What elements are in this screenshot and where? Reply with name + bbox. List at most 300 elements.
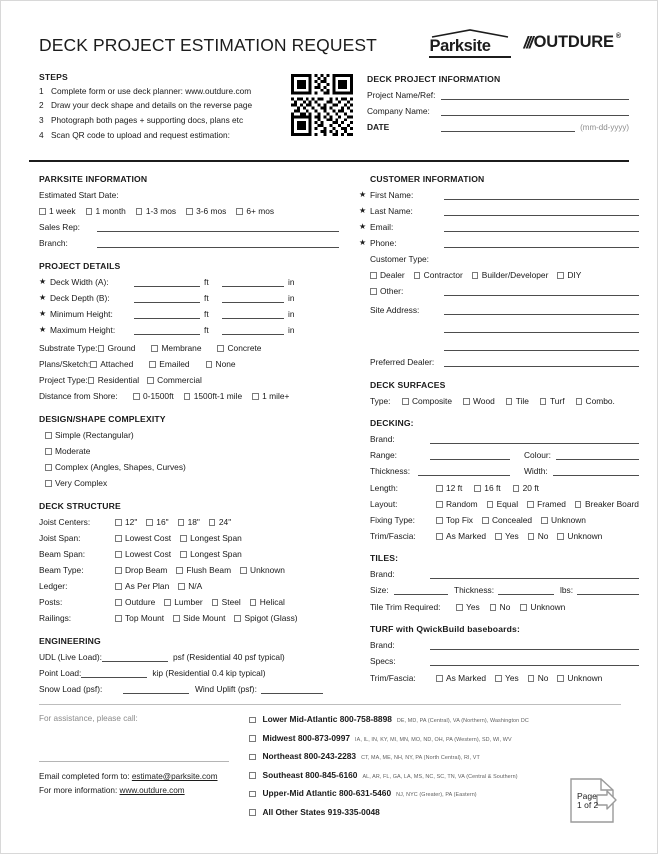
- checkbox-label: 20 ft: [522, 483, 539, 494]
- step-item: [39, 116, 285, 124]
- structure-beam-span-lowest-cost[interactable]: [115, 549, 171, 559]
- other-checkbox[interactable]: [370, 286, 444, 296]
- structure-railings-top-mount[interactable]: [115, 613, 164, 623]
- info-row: [39, 786, 229, 795]
- region-row[interactable]: [249, 751, 621, 761]
- checkbox-icon: [133, 393, 140, 400]
- checkbox-label: Yes: [466, 602, 480, 613]
- outdure-logo-text: OUTDURE: [533, 33, 614, 52]
- info-prefix: For more information:: [39, 786, 118, 796]
- checkbox-label: Very Complex: [55, 478, 108, 489]
- checkbox-icon: [115, 535, 122, 542]
- turf-heading: TURF with QwickBuild baseboards:: [370, 624, 520, 635]
- structure-joist-span-lowest-cost[interactable]: [115, 533, 171, 543]
- checkbox-icon: [184, 393, 191, 400]
- tiles-thickness-label: Thickness:: [454, 585, 495, 596]
- substrate-concrete[interactable]: [217, 343, 261, 353]
- form-body: [29, 162, 639, 695]
- design-complexity-heading: DESIGN/SHAPE COMPLEXITY: [39, 414, 166, 425]
- decking-length-16-ft[interactable]: [474, 483, 500, 493]
- sales-rep-label: Sales Rep:: [39, 222, 80, 233]
- wind-uplift-input[interactable]: [261, 684, 323, 694]
- decking-layout-breaker-board[interactable]: [575, 499, 639, 509]
- site-address-input-3[interactable]: [444, 342, 639, 351]
- other-input[interactable]: [444, 287, 639, 296]
- checkbox-icon: [513, 485, 520, 492]
- checkbox-icon: [414, 272, 421, 279]
- structure-railings-side-mount[interactable]: [173, 613, 225, 623]
- structure-posts-lumber[interactable]: [164, 597, 202, 607]
- checkbox-label: As Per Plan: [125, 581, 170, 592]
- checkbox-label: Flush Beam: [186, 565, 232, 576]
- structure-label: Posts:: [39, 597, 63, 608]
- turf-trim-unknown[interactable]: [557, 673, 602, 683]
- complexity-item[interactable]: [39, 462, 339, 472]
- measure-row: [39, 293, 339, 303]
- parksite-information-section: [39, 174, 339, 248]
- point-load-label: Point Load:: [39, 668, 82, 679]
- checkbox-label: 12": [125, 517, 138, 528]
- measure-ft-input[interactable]: [134, 278, 200, 287]
- customer-field-input[interactable]: [444, 191, 639, 200]
- step-item: [39, 87, 285, 95]
- checkbox-label: Concrete: [227, 343, 262, 354]
- udl-note: psf (Residential 40 psf typical): [173, 652, 285, 663]
- tiles-heading: TILES:: [370, 553, 399, 564]
- customer-field-input[interactable]: [444, 207, 639, 216]
- structure-row: [39, 533, 339, 543]
- tiles-lbs-input[interactable]: [577, 585, 639, 595]
- tile-trim-yes[interactable]: [456, 602, 480, 612]
- start-option-1-3-mos[interactable]: [136, 206, 176, 216]
- qr-code-image[interactable]: [291, 74, 353, 136]
- checkbox-label: 0-1500ft: [143, 391, 174, 402]
- decking-range-label: Range:: [370, 450, 398, 461]
- decking-trim-as-marked[interactable]: [436, 531, 486, 541]
- customer-field-label: Last Name:: [370, 206, 413, 217]
- region-name: Upper-Mid Atlantic 800-631-5460: [262, 788, 392, 799]
- decking-layout-random[interactable]: [436, 499, 478, 509]
- checkbox-icon: [234, 615, 241, 622]
- estimated-start-options: [39, 206, 339, 216]
- checkbox-icon: [490, 604, 497, 611]
- checkbox-icon: [557, 533, 564, 540]
- tile-trim-row: [370, 602, 639, 612]
- structure-posts-helical[interactable]: [250, 597, 285, 607]
- point-load-input[interactable]: [81, 668, 147, 678]
- complexity-item[interactable]: [39, 446, 339, 456]
- checkbox-label: 1 mile+: [262, 391, 290, 402]
- decking-heading: DECKING:: [370, 418, 414, 429]
- customer-type-diy[interactable]: [557, 270, 581, 280]
- structure-joist-centers-24[interactable]: [209, 517, 231, 527]
- decking-brand-input[interactable]: [430, 434, 639, 444]
- checkbox-icon: [527, 501, 534, 508]
- checkbox-label: Composite: [412, 396, 453, 407]
- checkbox-icon: [540, 398, 547, 405]
- decking-trim-yes[interactable]: [495, 531, 519, 541]
- start-option-6-mos[interactable]: [236, 206, 274, 216]
- structure-beam-span-longest-span[interactable]: [180, 549, 242, 559]
- checkbox-icon: [495, 675, 502, 682]
- decking-trim-unknown[interactable]: [557, 531, 602, 541]
- surface-type-wood[interactable]: [463, 396, 495, 406]
- checkbox-icon: [249, 791, 256, 798]
- preferred-dealer-input[interactable]: [444, 358, 639, 367]
- checkbox-icon: [45, 480, 52, 487]
- decking-width-label: Width:: [524, 466, 548, 477]
- structure-joist-centers-12[interactable]: [115, 517, 137, 527]
- site-address-input-2[interactable]: [444, 324, 639, 333]
- project-name-input[interactable]: [441, 90, 629, 100]
- checkbox-icon: [487, 501, 494, 508]
- decking-fixing-top-fix[interactable]: [436, 515, 473, 525]
- point-load-note: kip (Residential 0.4 kip typical): [152, 668, 266, 679]
- customer-type-label: Customer Type:: [370, 254, 429, 265]
- site-address-row-1: [359, 305, 639, 315]
- deck-surfaces-heading: DECK SURFACES: [370, 380, 446, 391]
- tiles-thickness-input[interactable]: [498, 585, 554, 595]
- start-option-1-month[interactable]: [86, 206, 126, 216]
- surface-type-combo[interactable]: [576, 396, 615, 406]
- checkbox-label: Attached: [100, 359, 134, 370]
- checkbox-icon: [178, 519, 185, 526]
- measure-in-input[interactable]: [222, 310, 284, 319]
- turf-brand-input[interactable]: [430, 640, 639, 650]
- complexity-simple-rectangular[interactable]: [45, 430, 134, 440]
- structure-joist-centers-18[interactable]: [178, 517, 200, 527]
- checkbox-label: Unknown: [551, 515, 586, 526]
- snow-wind-row: [39, 684, 339, 694]
- structure-label: Joist Centers:: [39, 517, 91, 528]
- checkbox-label: No: [499, 602, 511, 613]
- parksite-logo-text: Parksite: [429, 37, 491, 55]
- turf-trim-row: [370, 673, 639, 683]
- date-input[interactable]: [441, 122, 575, 132]
- decking-fixing-unknown[interactable]: [541, 515, 586, 525]
- decking-length-12-ft[interactable]: [436, 483, 462, 493]
- left-column: [39, 174, 347, 694]
- measure-unit-in: in: [288, 309, 295, 320]
- customer-type-dealer[interactable]: [370, 270, 405, 280]
- checkbox-label: No: [537, 673, 549, 684]
- plans-label: Plans/Sketch:: [39, 359, 91, 370]
- other-label: Other:: [380, 286, 404, 297]
- deck-project-information: [367, 72, 629, 146]
- customer-field-input[interactable]: [444, 223, 639, 232]
- plans-attached[interactable]: [90, 359, 133, 369]
- decking-thickness-input[interactable]: [418, 466, 510, 476]
- decking-layout-row: [370, 499, 639, 509]
- shore-row: [39, 391, 339, 401]
- checkbox-icon: [249, 754, 256, 761]
- turf-trim-yes[interactable]: [495, 673, 519, 683]
- checkbox-icon: [151, 345, 158, 352]
- decking-layout-equal[interactable]: [487, 499, 518, 509]
- udl-row: [39, 652, 339, 662]
- region-states: CT, MA, ME, NH, NY, PA (North Central), RI, VT: [361, 755, 480, 762]
- checkbox-icon: [212, 599, 219, 606]
- step-number: 4: [39, 129, 44, 140]
- complexity-very-complex[interactable]: [45, 478, 107, 488]
- udl-label: UDL (Live Load):: [39, 652, 102, 663]
- right-column: [347, 174, 639, 694]
- checkbox-label: Drop Beam: [125, 565, 168, 576]
- checkbox-label: 1 week: [49, 206, 76, 217]
- structure-railings-spigot-glass[interactable]: [234, 613, 297, 623]
- required-star-icon: ★: [39, 277, 47, 287]
- checkbox-icon: [575, 501, 582, 508]
- checkbox-label: N/A: [188, 581, 203, 592]
- substrate-ground[interactable]: [98, 343, 136, 353]
- checkbox-label: Complex (Angles, Shapes, Curves): [55, 462, 186, 473]
- structure-row: [39, 549, 339, 559]
- checkbox-label: Ground: [107, 343, 136, 354]
- site-address-input-1[interactable]: [444, 306, 639, 315]
- sales-rep-input[interactable]: [97, 222, 339, 232]
- project-type-residential[interactable]: [88, 375, 139, 385]
- region-name: Northeast 800-243-2283: [262, 751, 357, 762]
- region-row[interactable]: [249, 770, 621, 780]
- checkbox-icon: [236, 208, 243, 215]
- checkbox-icon: [576, 398, 583, 405]
- decking-width-input[interactable]: [553, 466, 639, 476]
- measure-in-input[interactable]: [222, 278, 284, 287]
- tiles-brand-input[interactable]: [430, 569, 639, 579]
- checkbox-icon: [217, 345, 224, 352]
- checkbox-label: Lowest Cost: [125, 549, 172, 560]
- complexity-item[interactable]: [39, 430, 339, 440]
- deck-structure-section: [39, 501, 339, 623]
- turf-trim-no[interactable]: [528, 673, 549, 683]
- decking-range-input[interactable]: [430, 450, 510, 460]
- plans-row: [39, 359, 339, 369]
- decking-fixing-row: [370, 515, 639, 525]
- checkbox-label: Tile: [515, 396, 529, 407]
- structure-posts-steel[interactable]: [212, 597, 241, 607]
- plans-emailed[interactable]: [149, 359, 189, 369]
- measure-unit-in: in: [288, 325, 295, 336]
- checkbox-icon: [249, 717, 256, 724]
- region-row[interactable]: [249, 733, 621, 743]
- required-star-icon: ★: [359, 238, 367, 248]
- customer-type-builder-developer[interactable]: [472, 270, 549, 280]
- structure-ledger-n-a[interactable]: [178, 581, 202, 591]
- checkbox-label: Top Fix: [446, 515, 473, 526]
- turf-trim-label: Trim/Fascia:: [370, 673, 416, 684]
- decking-layout-framed[interactable]: [527, 499, 566, 509]
- start-option-3-6-mos[interactable]: [186, 206, 226, 216]
- other-row: [359, 286, 639, 296]
- start-option-1-week[interactable]: [39, 206, 76, 216]
- required-star-icon: ★: [359, 190, 367, 200]
- complexity-moderate[interactable]: [45, 446, 90, 456]
- branch-input[interactable]: [97, 238, 339, 248]
- parksite-information-heading: PARKSITE INFORMATION: [39, 174, 148, 185]
- measure-in-input[interactable]: [222, 294, 284, 303]
- measure-label: Minimum Height:: [50, 309, 113, 320]
- turf-specs-input[interactable]: [430, 656, 639, 666]
- plans-none[interactable]: [206, 359, 236, 369]
- region-row[interactable]: [249, 714, 621, 724]
- turf-brand-label: Brand:: [370, 640, 395, 651]
- website-link[interactable]: www.outdure.com: [119, 786, 185, 796]
- engineering-section: [39, 636, 339, 694]
- checkbox-icon: [252, 393, 259, 400]
- checkbox-label: Helical: [259, 597, 285, 608]
- structure-beam-type-flush-beam[interactable]: [176, 565, 231, 575]
- checkbox-label: Unknown: [250, 565, 285, 576]
- project-details-section: [39, 261, 339, 401]
- email-prefix: Email completed form to:: [39, 772, 130, 782]
- checkbox-icon: [463, 398, 470, 405]
- customer-information-heading: CUSTOMER INFORMATION: [370, 174, 485, 185]
- structure-joist-span-longest-span[interactable]: [180, 533, 242, 543]
- structure-options: [115, 517, 231, 527]
- checkbox-label: Lumber: [174, 597, 203, 608]
- checkbox-label: Yes: [505, 673, 519, 684]
- region-name: All Other States 919-335-0048: [262, 806, 380, 817]
- substrate-membrane[interactable]: [151, 343, 201, 353]
- customer-type-contractor[interactable]: [414, 270, 463, 280]
- complexity-complex-angles-shapes-curves[interactable]: [45, 462, 186, 472]
- site-address-star: [359, 306, 370, 315]
- company-name-input[interactable]: [441, 106, 629, 116]
- measure-in-input[interactable]: [222, 326, 284, 335]
- checkbox-label: None: [215, 359, 236, 370]
- step-text: Photograph both pages + supporting docs, plans etc: [51, 115, 244, 126]
- step-number: 1: [39, 85, 44, 96]
- customer-field-label: First Name:: [370, 190, 414, 201]
- measure-unit-ft: ft: [204, 277, 209, 288]
- udl-input[interactable]: [102, 652, 168, 662]
- step-text: Draw your deck shape and details on the reverse page: [51, 100, 253, 111]
- surface-type-tile[interactable]: [506, 396, 529, 406]
- assistance-write-line[interactable]: [39, 761, 229, 762]
- structure-beam-type-drop-beam[interactable]: [115, 565, 167, 575]
- turf-brand-row: [370, 640, 639, 650]
- decking-length-20-ft[interactable]: [513, 483, 539, 493]
- measure-ft-input[interactable]: [134, 294, 200, 303]
- snow-load-input[interactable]: [123, 684, 189, 694]
- email-link[interactable]: estimate@parksite.com: [131, 772, 218, 782]
- region-row[interactable]: [249, 788, 621, 798]
- decking-fixing-label: Fixing Type:: [370, 515, 415, 526]
- checkbox-label: Side Mount: [183, 613, 226, 624]
- project-type-row: [39, 375, 339, 385]
- tile-trim-unknown[interactable]: [520, 602, 565, 612]
- decking-trim-no[interactable]: [528, 531, 549, 541]
- step-item: [39, 131, 285, 139]
- measure-label: Deck Depth (B):: [50, 293, 110, 304]
- page-badge: [567, 777, 619, 824]
- steps-section: [29, 72, 629, 146]
- parksite-logo-underline: [429, 56, 511, 58]
- customer-field-row: [359, 238, 639, 248]
- checkbox-label: Membrane: [161, 343, 202, 354]
- turf-trim-as-marked[interactable]: [436, 673, 486, 683]
- surface-type-turf[interactable]: [540, 396, 565, 406]
- steps-list: [39, 72, 285, 146]
- checkbox-icon: [520, 604, 527, 611]
- structure-options: [115, 565, 285, 575]
- complexity-item[interactable]: [39, 478, 339, 488]
- checkbox-icon: [147, 377, 154, 384]
- checkbox-icon: [436, 501, 443, 508]
- wind-uplift-label: Wind Uplift (psf):: [195, 684, 257, 695]
- checkbox-icon: [45, 448, 52, 455]
- checkbox-icon: [472, 272, 479, 279]
- structure-beam-type-unknown[interactable]: [240, 565, 285, 575]
- site-address-row-3: [359, 342, 639, 351]
- checkbox-label: Turf: [549, 396, 565, 407]
- checkbox-icon: [45, 464, 52, 471]
- checkbox-label: Yes: [505, 531, 519, 542]
- tiles-size-input[interactable]: [394, 585, 448, 595]
- shore-1500ft-1-mile[interactable]: [184, 391, 242, 401]
- decking-brand-row: [370, 434, 639, 444]
- checkbox-label: 1-3 mos: [145, 206, 177, 217]
- step-text: Scan QR code to upload and request estimation:: [51, 129, 230, 140]
- surface-type-label: Type:: [370, 396, 391, 407]
- shore-label: Distance from Shore:: [39, 391, 118, 402]
- region-row[interactable]: [249, 807, 621, 817]
- decking-trim-row: [370, 531, 639, 541]
- decking-length-row: [370, 483, 639, 493]
- checkbox-label: Top Mount: [125, 613, 165, 624]
- checkbox-label: 16": [156, 517, 169, 528]
- checkbox-icon: [495, 533, 502, 540]
- checkbox-label: Random: [446, 499, 478, 510]
- region-name: Lower Mid-Atlantic 800-758-8898: [262, 714, 392, 725]
- design-complexity-section: [39, 414, 339, 488]
- checkbox-label: Contractor: [423, 270, 463, 281]
- shore-1-mile[interactable]: [252, 391, 289, 401]
- structure-joist-centers-16[interactable]: [146, 517, 168, 527]
- outdure-slash-icon: ///: [523, 33, 532, 53]
- checkbox-icon: [136, 208, 143, 215]
- site-address-row-2: [359, 324, 639, 333]
- customer-field-input[interactable]: [444, 239, 639, 248]
- surface-type-composite[interactable]: [402, 396, 452, 406]
- checkbox-label: No: [537, 531, 549, 542]
- company-name-label: Company Name:: [367, 105, 430, 116]
- decking-range-row: [370, 450, 639, 460]
- checkbox-label: Unknown: [530, 602, 566, 613]
- required-star-icon: ★: [39, 293, 47, 303]
- customer-field-row: [359, 190, 639, 200]
- decking-fixing-concealed[interactable]: [482, 515, 532, 525]
- footer-left: [39, 714, 239, 825]
- measure-unit-ft: ft: [204, 293, 209, 304]
- structure-posts-outdure[interactable]: [115, 597, 155, 607]
- decking-colour-input[interactable]: [556, 450, 639, 460]
- decking-brand-label: Brand:: [370, 434, 395, 445]
- measure-ft-input[interactable]: [134, 310, 200, 319]
- substrate-row: [39, 343, 339, 353]
- customer-information-section: [359, 174, 639, 367]
- measure-ft-input[interactable]: [134, 326, 200, 335]
- structure-ledger-as-per-plan[interactable]: [115, 581, 169, 591]
- project-details-heading: PROJECT DETAILS: [39, 261, 121, 272]
- customer-field-label: Phone:: [370, 238, 397, 249]
- tile-trim-no[interactable]: [490, 602, 511, 612]
- project-type-commercial[interactable]: [147, 375, 202, 385]
- shore-0-1500ft[interactable]: [133, 391, 174, 401]
- checkbox-icon: [115, 519, 122, 526]
- checkbox-label: As Marked: [446, 531, 487, 542]
- checkbox-label: Emailed: [159, 359, 190, 370]
